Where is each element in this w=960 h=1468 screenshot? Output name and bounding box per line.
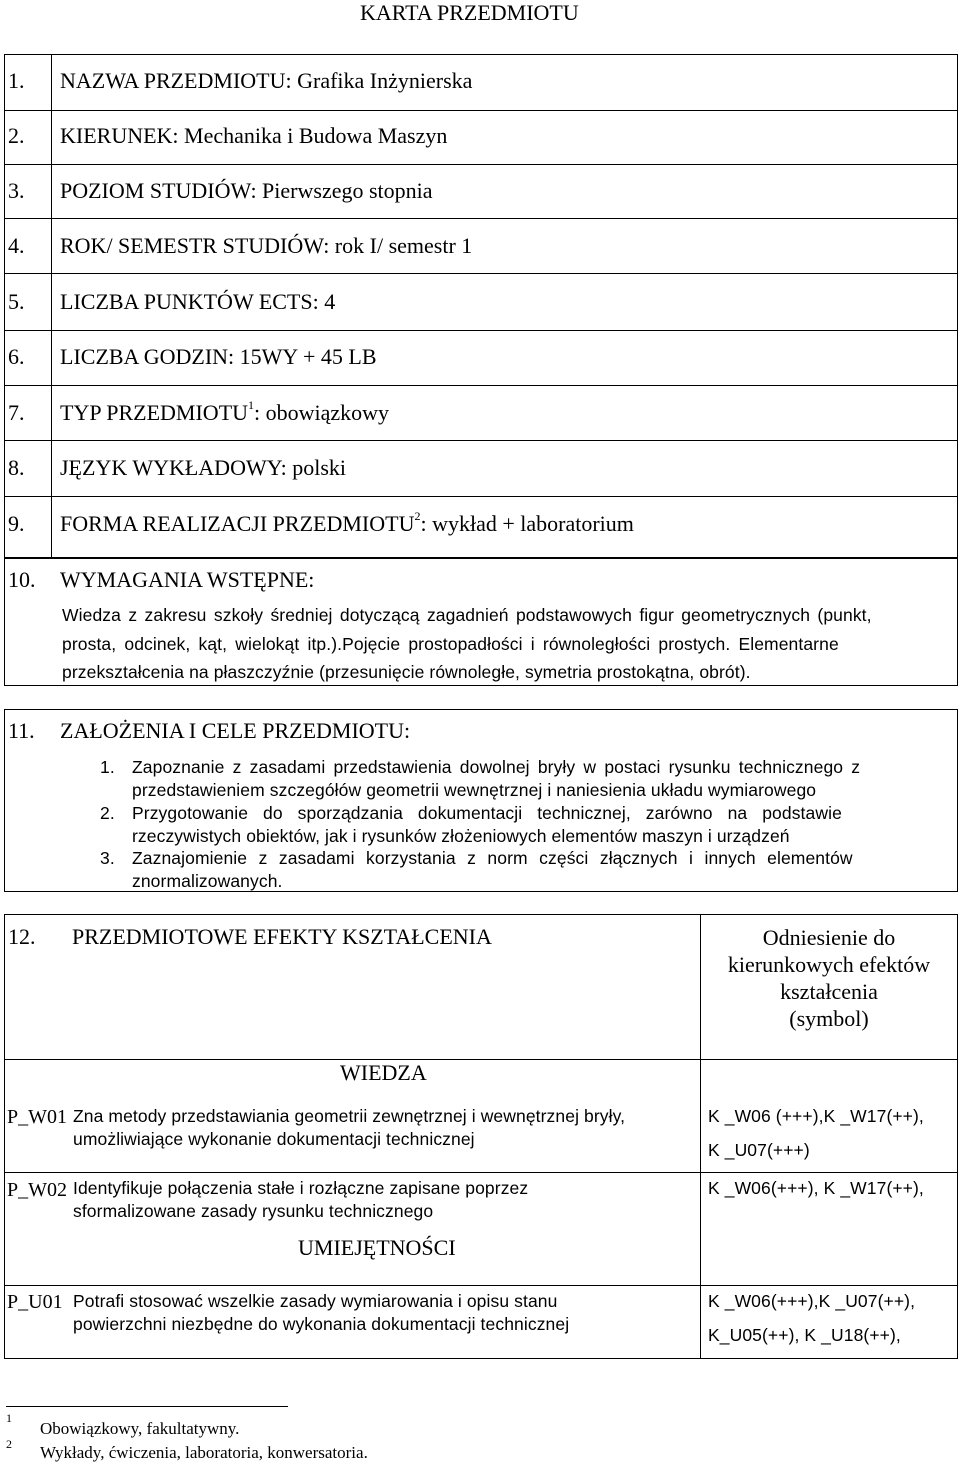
section-number: 11. [8,718,35,743]
row-number: 3. [8,178,25,203]
study-level: POZIOM STUDIÓW: Pierwszego stopnia [60,178,433,203]
skills-label: UMIEJĘTNOŚCI [298,1235,456,1260]
effect-reference: K _W06(+++),K _U07(++), [708,1291,916,1311]
effect-reference: K_U05(++), K _U18(++), [708,1325,901,1345]
objective-text: Zaznajomienie z zasadami korzystania z norm części złącznych i innych elementów [132,848,853,868]
section-number: 12. [8,924,36,949]
course-form: FORMA REALIZACJI PRZEDMIOTU$^2$: wykład + laboratorium [60,509,634,536]
effect-description: Identyfikuje połączenia stałe i rozłączne zapisane poprzez [73,1178,529,1198]
teaching-language: JĘZYK WYKŁADOWY: polski [60,455,346,480]
effect-description: powierzchni niezbędne do wykonania dokumentacji technicznej [73,1314,570,1334]
prerequisites-text: przekształcenia na płaszczyźnie (przesunięcie równoległe, symetria prostokątna, obrót). [62,662,751,682]
row-number: 9. [8,511,25,536]
reference-header: Odniesienie do kierunkowych efektów kształcenia (symbol) [727,925,931,1031]
section-heading: ZAŁOŻENIA I CELE PRZEDMIOTU: [60,718,411,743]
footnote-text: Wykłady, ćwiczenia, laboratoria, konwersatoria. [40,1443,368,1462]
knowledge-label: WIEDZA [340,1060,427,1085]
effect-reference: K _W06(+++), K _W17(++), [708,1178,924,1198]
prerequisites-text: prosta, odcinek, kąt, wielokąt itp.).Pojęcie prostopadłości i równoległości prostych. Elementarne [62,634,839,654]
footnote-mark: 1 [6,1411,12,1425]
page-title: KARTA PRZEDMIOTU [360,0,579,25]
objective-number: 2. [100,803,115,823]
hours-count: LICZBA GODZIN: 15WY + 45 LB [60,344,377,369]
row-number: 7. [8,400,25,425]
ects-points: LICZBA PUNKTÓW ECTS: 4 [60,289,336,314]
row-number: 8. [8,455,25,480]
row-number: 1. [8,68,25,93]
effect-code: P_W02 [7,1179,67,1201]
objective-text: Przygotowanie do sporządzania dokumentacji technicznej, zarówno na podstawie [132,803,842,823]
effect-description: Potrafi stosować wszelkie zasady wymiarowania i opisu stanu [73,1291,558,1311]
row-number: 5. [8,289,25,314]
section-number: 10. [8,567,36,592]
year-semester: ROK/ SEMESTR STUDIÓW: rok I/ semestr 1 [60,233,473,258]
section-heading: PRZEDMIOTOWE EFEKTY KSZTAŁCENIA [72,924,492,949]
field-of-study: KIERUNEK: Mechanika i Budowa Maszyn [60,123,448,148]
objective-number: 1. [100,757,115,777]
footnote-text: Obowiązkowy, fakultatywny. [40,1419,240,1438]
footnote-ref: 2 [414,509,421,523]
objective-text: przedstawieniem szczegółów geometrii wewnętrznej i naniesienia układu wymiarowego [132,780,817,800]
objective-number: 3. [100,848,115,868]
objective-text: znormalizowanych. [132,871,283,891]
subject-name: NAZWA PRZEDMIOTU: Grafika Inżynierska [60,68,473,93]
effect-code: P_W01 [7,1106,67,1128]
footnote-ref: 1 [248,398,255,412]
effect-description: sformalizowane zasady rysunku technicznego [73,1201,434,1221]
effect-description: umożliwiające wykonanie dokumentacji technicznej [73,1129,475,1149]
objective-text: Zapoznanie z zasadami przedstawienia dowolnej bryły w postaci rysunku technicznego z [132,757,861,777]
footnote-separator [6,1406,288,1407]
row-number: 4. [8,233,25,258]
prerequisites-text: Wiedza z zakresu szkoły średniej dotyczącą zagadnień podstawowych figur geometrycznych (punkt, [62,605,872,625]
row-number: 2. [8,123,25,148]
footnote-mark: 2 [6,1437,12,1451]
row-number: 6. [8,344,25,369]
effect-reference: K _U07(+++) [708,1140,810,1160]
effect-description: Zna metody przedstawiania geometrii zewnętrznej i wewnętrznej bryły, [73,1106,626,1126]
objective-text: rzeczywistych obiektów, jak i rysunków złożeniowych elementów maszyn i urządzeń [132,826,790,846]
effect-reference: K _W06 (+++),K _W17(++), [708,1106,924,1126]
section-heading: WYMAGANIA WSTĘPNE: [60,567,315,592]
subject-type: TYP PRZEDMIOTU$^1$: obowiązkowy [60,398,390,425]
effect-code: P_U01 [7,1291,63,1313]
